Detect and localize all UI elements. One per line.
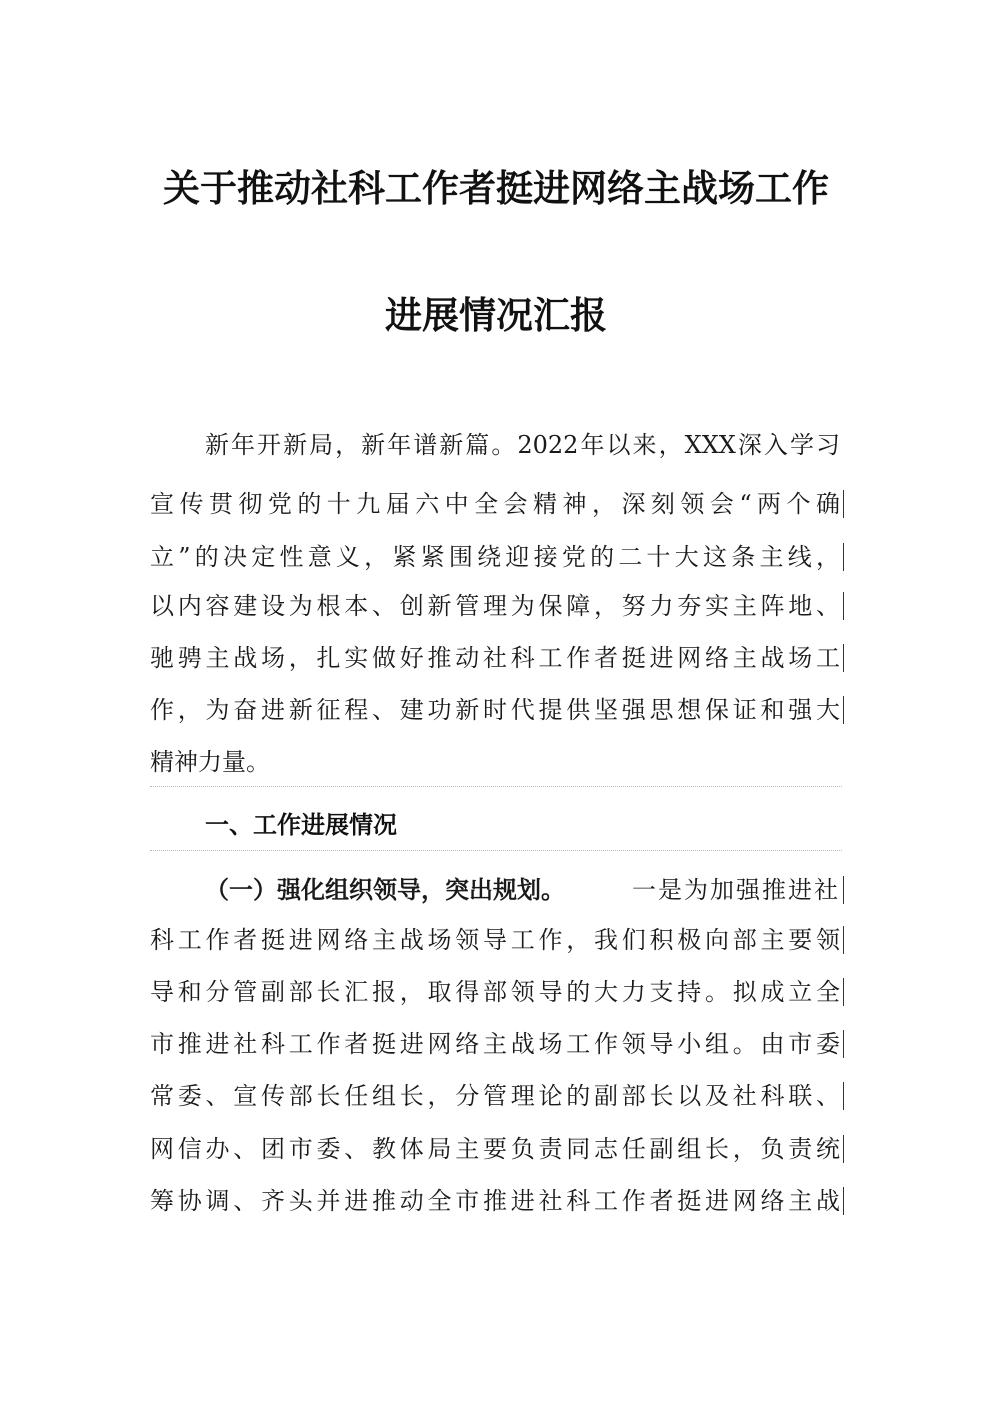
sub1-first-line	[205, 870, 840, 910]
intro-line-7: 精神力量。	[150, 748, 270, 776]
sub1-line-6: 筹协调、齐头并进推动全市推进社科工作者挺进网络主战	[150, 1187, 840, 1215]
margin-bar	[843, 876, 844, 904]
sub1-line-2: 导和分管副部长汇报，取得部领导的大力支持。拟成立全	[150, 978, 840, 1006]
sub1-heading: （一）强化组织领导，突出规划。	[205, 875, 565, 904]
intro-line-6: 作，为奋进新征程、建功新时代提供坚强思想保证和强大	[150, 696, 840, 724]
intro-line-2: 宣传贯彻党的十九届六中全会精神，深刻领会“两个确	[150, 490, 840, 518]
margin-bar	[843, 1030, 844, 1058]
margin-bar	[843, 1135, 844, 1163]
margin-bar	[843, 490, 844, 518]
sub1-line-5: 网信办、团市委、教体局主要负责同志任副组长，负责统	[150, 1135, 840, 1163]
margin-bar	[843, 592, 844, 620]
sub1-lead-text: 一是为加强推进社	[632, 876, 840, 904]
section-heading: 一、工作进展情况	[205, 810, 397, 839]
sub1-line-4: 常委、宣传部长任组长，分管理论的副部长以及社科联、	[150, 1082, 840, 1110]
intro-line-1: 新年开新局，新年谱新篇。2022年以来，XXX深入学习	[205, 431, 840, 459]
document-title-line-1: 关于推动社科工作者挺进网络主战场工作	[163, 166, 829, 210]
intro-line-4: 以内容建设为根本、创新管理为保障，努力夯实主阵地、	[150, 592, 840, 620]
margin-bar	[843, 1082, 844, 1110]
divider	[150, 786, 842, 787]
margin-bar	[843, 1187, 844, 1215]
sub1-line-1: 科工作者挺进网络主战场领导工作，我们积极向部主要领	[150, 926, 840, 954]
margin-bar	[843, 926, 844, 954]
intro-line-5: 驰骋主战场，扎实做好推动社科工作者挺进网络主战场工	[150, 644, 840, 672]
divider	[150, 850, 842, 851]
document-title-line-2: 进展情况汇报	[385, 293, 607, 337]
margin-bar	[843, 543, 844, 571]
sub1-line-3: 市推进社科工作者挺进网络主战场工作领导小组。由市委	[150, 1030, 840, 1058]
intro-line-3: 立”的决定性意义，紧紧围绕迎接党的二十大这条主线，	[150, 543, 840, 571]
margin-bar	[843, 978, 844, 1006]
margin-bar	[843, 696, 844, 724]
margin-bar	[843, 644, 844, 672]
